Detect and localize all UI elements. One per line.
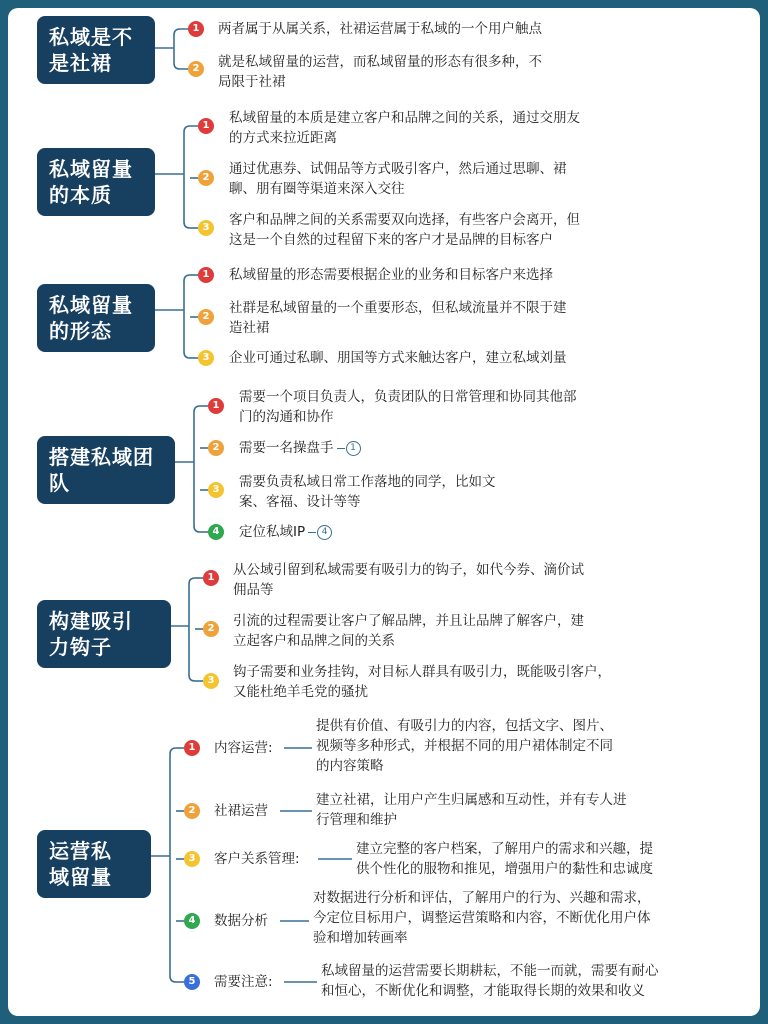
number-badge: 3: [208, 482, 224, 498]
bracket-spine: [170, 748, 176, 982]
topic-node: 运营私 域留量: [37, 830, 151, 898]
topic-node: 私域留量 的形态: [37, 284, 155, 352]
item-label: 客户关系管理:: [214, 851, 300, 867]
number-badge: 2: [203, 621, 219, 637]
number-badge: 2: [188, 61, 204, 77]
item-text: 提供有价值、有吸引力的内容，包括文字、图片、 视频等多种形式，并根据不同的用户裙体制定不同 的内容策略: [316, 718, 613, 774]
item-label: 社裙运营: [214, 803, 268, 819]
number-badge: 4: [184, 913, 200, 929]
item-text: 需要一个项目负责人，负责团队的日常管理和协同其他部 门的沟通和协作: [239, 389, 577, 425]
item-text: 两者属于从属关系，社裙运营属于私域的一个用户触点: [218, 21, 542, 37]
item-label: 内容运营:: [214, 740, 273, 756]
item-text: 钩子需要和业务挂钩，对目标人群具有吸引力，既能吸引客户， 又能杜绝羊毛党的骚扰: [233, 664, 611, 700]
number-badge: 2: [198, 170, 214, 186]
item-text: 通过优惠券、试佣品等方式吸引客户，然后通过思聊、裙 聊、朋有圈等渠道来深入交往: [229, 161, 567, 197]
number-badge: 3: [203, 673, 219, 689]
topic-node: 私域留量 的本质: [37, 148, 155, 216]
number-badge: 3: [198, 220, 214, 236]
bracket-spine: [194, 406, 200, 532]
topic-node: 私域是不 是社裙: [37, 16, 155, 84]
item-text: 客户和品牌之间的关系需要双向选择，有些客户会离开，但 这是一个自然的过程留下来的客户才是品牌的目标客户: [229, 212, 580, 248]
number-badge: 1: [184, 740, 200, 756]
bracket-spine: [189, 578, 195, 681]
number-badge: 1: [198, 118, 214, 134]
number-badge: 2: [198, 309, 214, 325]
item-text: 私域留量的运营需要长期耕耘，不能一而就，需要有耐心 和恒心，不断优化和调整，才能取得长期的效果和收义: [321, 963, 659, 999]
number-badge: 4: [208, 524, 224, 540]
item-text-label: 定位私域IP: [239, 524, 306, 540]
number-badge: 1: [208, 398, 224, 414]
topic-node: 构建吸引 力钩子: [37, 600, 171, 668]
item-text-label: 需要一名操盘手: [239, 440, 334, 456]
number-badge: 3: [198, 350, 214, 366]
item-text: 建立社裙，让用户产生归属感和互动性，并有专人进 行管理和维护: [316, 792, 627, 828]
mindmap-board: [8, 8, 760, 1016]
item-text: 对数据进行分析和评估，了解用户的行为、兴趣和需求， 今定位目标用户，调整运营策略和内容，不断优化用户体 验和增加转画率: [313, 890, 651, 946]
item-label: 需要注意:: [214, 974, 273, 990]
number-badge: 1: [188, 21, 204, 37]
item-text: [239, 522, 332, 542]
bracket-spine: [184, 126, 190, 228]
number-badge: 2: [184, 803, 200, 819]
tag-circle: 1: [346, 441, 361, 456]
number-badge: 1: [198, 267, 214, 283]
number-badge: 3: [184, 851, 200, 867]
number-badge: 5: [184, 974, 200, 990]
item-text: 从公域引留到私域需要有吸引力的钩子，如代今券、滴价试 佣品等: [233, 562, 584, 598]
item-text: 社群是私域留量的一个重要形态，但私域流量并不限于建 造社裙: [229, 300, 567, 336]
item-text: 私域留量的本质是建立客户和品牌之间的关系，通过交朋友 的方式来拉近距离: [229, 110, 580, 146]
item-text: 企业可通过私聊、朋国等方式来触达客户，建立私域刘量: [229, 350, 567, 366]
item-text: [239, 438, 361, 458]
item-label: 数据分析: [214, 913, 268, 929]
topic-node: 搭建私域团 队: [37, 436, 175, 504]
item-text: 需要负责私域日常工作落地的同学，比如文 案、客福、设计等等: [239, 474, 496, 510]
item-text: 就是私域留量的运营，而私域留量的形态有很多种，不 局限于社裙: [218, 54, 542, 90]
number-badge: 1: [203, 570, 219, 586]
item-text: 引流的过程需要让客户了解品牌，并且让品牌了解客户，建 立起客户和品牌之间的关系: [233, 613, 584, 649]
item-text: 建立完整的客户档案，了解用户的需求和兴趣，提 供个性化的服物和推见，增强用户的黏性和忠诚度: [356, 841, 653, 877]
number-badge: 2: [208, 440, 224, 456]
tag-circle: 4: [317, 525, 332, 540]
item-text: 私域留量的形态需要根据企业的业务和目标客户来选择: [229, 267, 553, 283]
bracket-spine: [174, 29, 180, 69]
bracket-spine: [184, 275, 190, 358]
